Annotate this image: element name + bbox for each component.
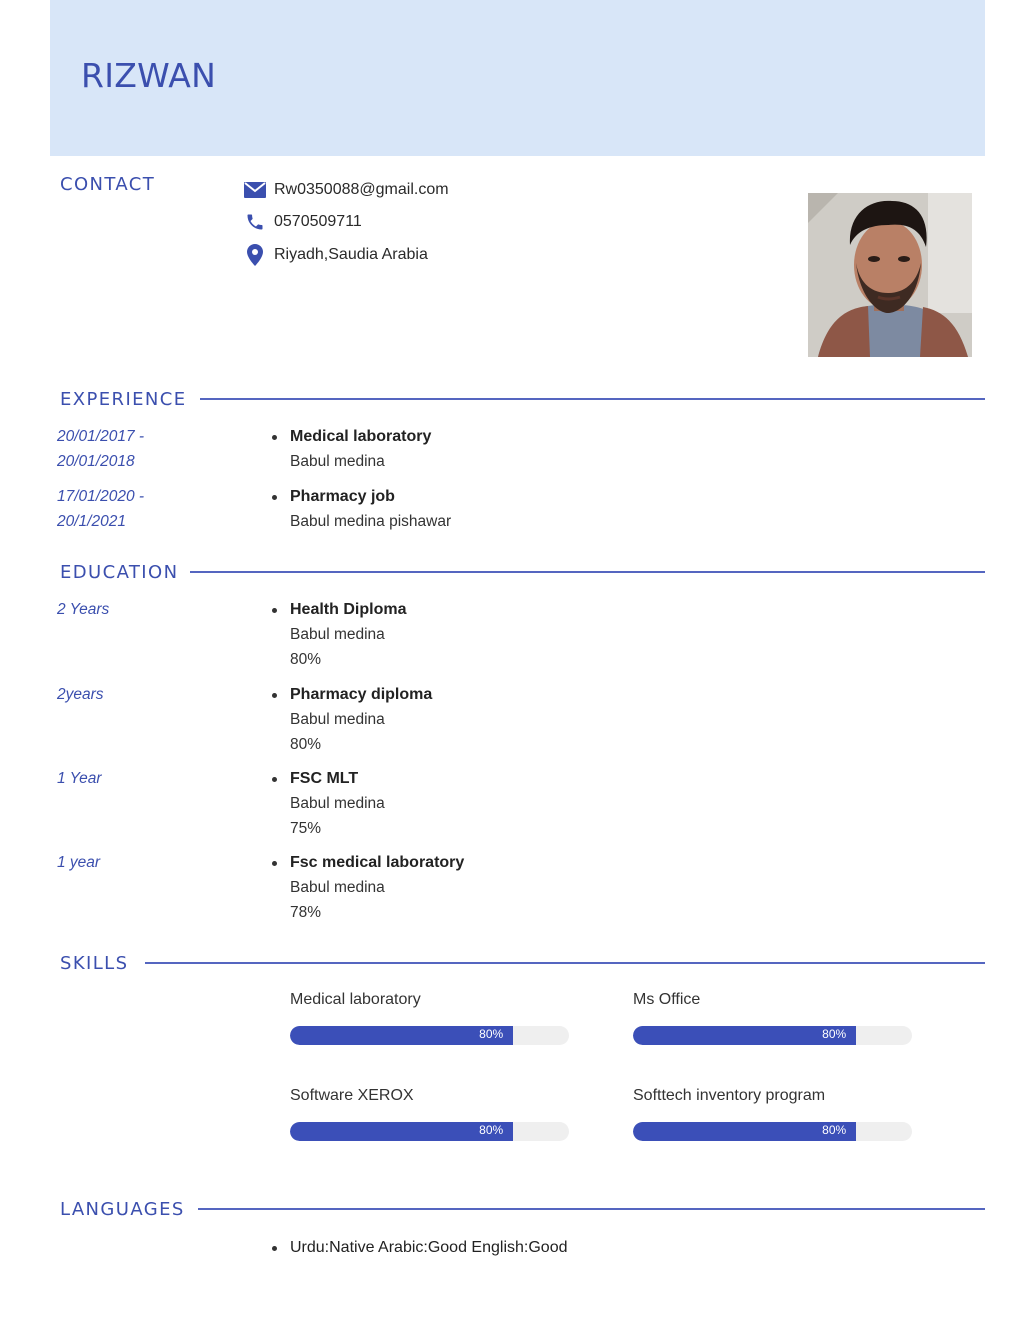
experience-org: Babul medina (290, 453, 385, 470)
education-title: Pharmacy diploma (290, 682, 432, 707)
education-duration-2: 2years (57, 686, 104, 703)
experience-heading: EXPERIENCE (60, 389, 205, 411)
skill-bar-fill (633, 1122, 856, 1141)
contact-location-row (244, 243, 428, 267)
education-duration-3: 1 Year (57, 770, 102, 787)
skill-bar-track (633, 1122, 912, 1141)
education-org: Babul medina (290, 711, 385, 728)
experience-org: Babul medina pishawar (290, 513, 452, 530)
skill-name: Softtech inventory program (633, 1087, 826, 1104)
experience-item-2 (290, 484, 451, 534)
education-item-4 (290, 850, 464, 925)
skill-bar-track (290, 1122, 569, 1141)
skill-name: Software XEROX (290, 1087, 414, 1104)
skills-divider (145, 962, 985, 964)
header-banner (50, 0, 985, 156)
profile-photo (808, 193, 972, 357)
education-title: Fsc medical laboratory (290, 850, 464, 875)
skill-bar-fill (633, 1026, 856, 1045)
skill-name: Ms Office (633, 991, 701, 1008)
education-title: Health Diploma (290, 597, 406, 622)
languages-list-item: Urdu:Native Arabic:Good English:Good (290, 1236, 567, 1260)
location-pin-icon (244, 244, 266, 266)
candidate-name: RIZWAN (81, 56, 217, 95)
skill-item (290, 1087, 569, 1137)
skill-bar-fill (290, 1026, 513, 1045)
experience-date-start: 20/01/2017 - (57, 428, 145, 445)
envelope-icon (244, 179, 266, 201)
skill-item (633, 1087, 912, 1137)
education-divider (190, 571, 985, 573)
experience-title: Pharmacy job (290, 484, 451, 509)
languages-divider (198, 1208, 985, 1210)
contact-location: Riyadh,Saudia Arabia (274, 246, 428, 263)
skill-item (290, 991, 569, 1041)
experience-item-1 (290, 424, 431, 474)
experience-divider (200, 398, 985, 400)
skill-percent: 80% (822, 1123, 847, 1137)
experience-date-end: 20/01/2018 (57, 453, 135, 470)
education-grade: 80% (290, 736, 322, 753)
education-title: FSC MLT (290, 766, 385, 791)
experience-date-end: 20/1/2021 (57, 513, 126, 530)
contact-email[interactable]: Rw0350088@gmail.com (274, 181, 449, 198)
education-item-3 (290, 766, 385, 841)
education-org: Babul medina (290, 795, 385, 812)
skill-percent: 80% (479, 1027, 504, 1041)
education-grade: 80% (290, 651, 322, 668)
contact-heading: CONTACT (60, 174, 156, 195)
skill-bar-track (633, 1026, 912, 1045)
contact-phone[interactable]: 0570509711 (274, 213, 362, 230)
languages-heading: LANGUAGES (60, 1199, 203, 1221)
contact-phone-row[interactable] (244, 210, 362, 234)
education-duration-1: 2 Years (57, 601, 110, 618)
phone-icon (244, 211, 266, 233)
education-org: Babul medina (290, 626, 385, 643)
skill-bar-fill (290, 1122, 513, 1141)
education-heading: EDUCATION (60, 562, 196, 584)
education-duration-4: 1 year (57, 854, 101, 871)
skill-bar-track (290, 1026, 569, 1045)
skill-percent: 80% (822, 1027, 847, 1041)
experience-date-1 (57, 424, 144, 474)
education-org: Babul medina (290, 879, 385, 896)
education-grade: 78% (290, 904, 322, 921)
skills-heading: SKILLS (60, 953, 146, 975)
skill-name: Medical laboratory (290, 991, 421, 1008)
skill-percent: 80% (479, 1123, 504, 1137)
experience-date-start: 17/01/2020 - (57, 488, 145, 505)
experience-title: Medical laboratory (290, 424, 431, 449)
experience-date-2 (57, 484, 144, 534)
skill-item (633, 991, 912, 1041)
education-grade: 75% (290, 820, 322, 837)
education-item-1 (290, 597, 406, 672)
education-item-2 (290, 682, 432, 757)
contact-email-row[interactable] (244, 178, 449, 202)
